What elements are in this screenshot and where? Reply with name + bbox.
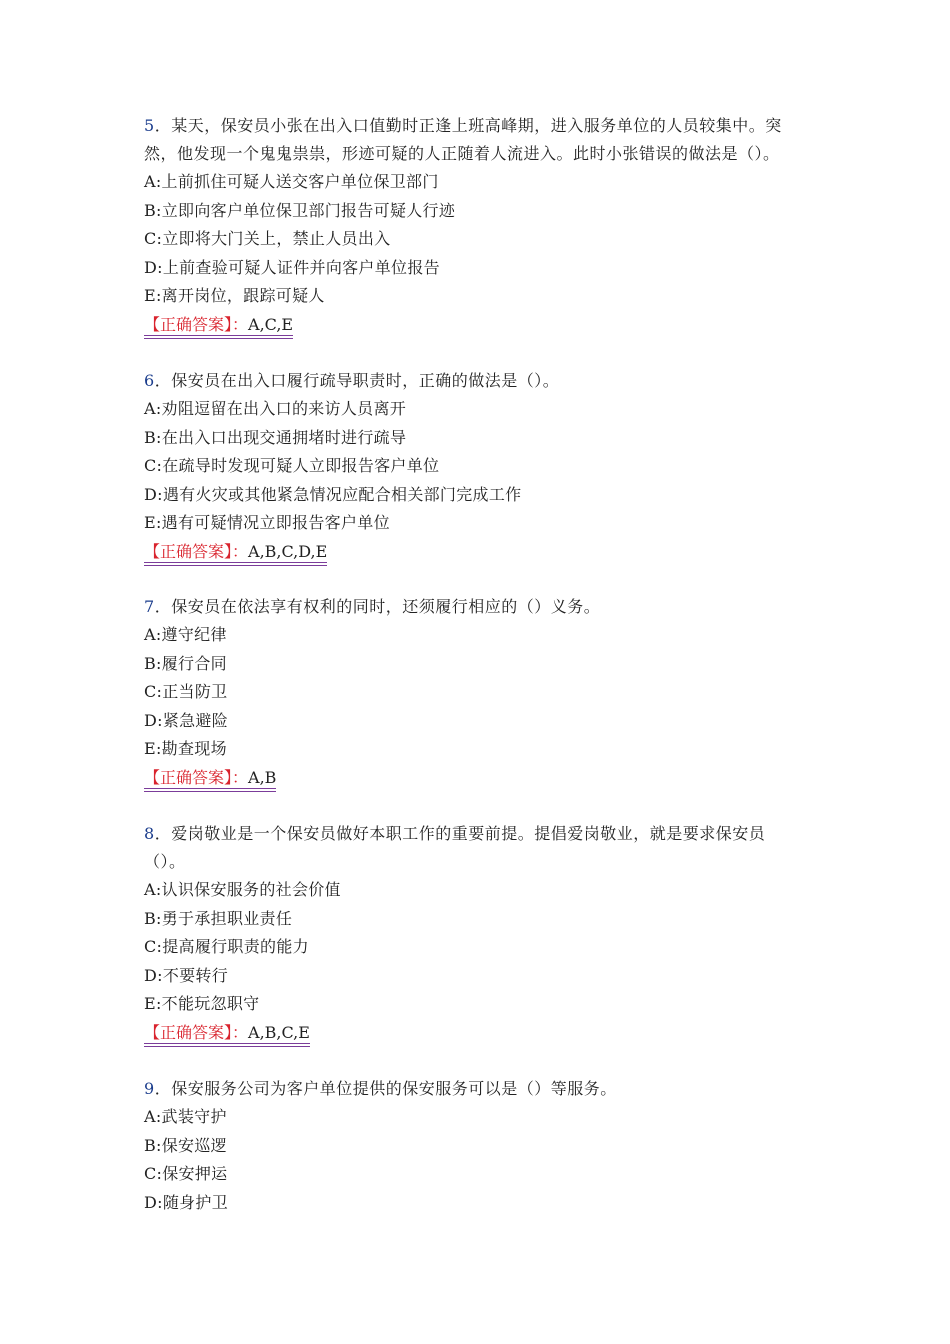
- correct-answer: [144, 538, 327, 566]
- answer-label: 【正确答案】：: [144, 541, 249, 561]
- correct-answer: [144, 311, 293, 339]
- correct-answer: [144, 1019, 310, 1047]
- question-number: 5: [144, 116, 155, 135]
- answer-values: A,B,C,E: [248, 1022, 310, 1042]
- option-a: A:劝阻逗留在出入口的来访人员离开: [144, 399, 407, 418]
- option-d: D:随身护卫: [144, 1192, 229, 1212]
- question-line-1: ．保安员在依法享有权利的同时，还须履行相应的（）义务。: [154, 597, 601, 616]
- option-b: B:立即向客户单位保卫部门报告可疑人行迹: [144, 200, 456, 220]
- option-e: E:不能玩忽职守: [144, 994, 260, 1013]
- question-9: [144, 1075, 814, 1217]
- option-c: C:立即将大门关上，禁止人员出入: [144, 229, 391, 248]
- question-6: [144, 367, 814, 566]
- question-5: [144, 112, 814, 339]
- option-e: E:遇有可疑情况立即报告客户单位: [144, 513, 390, 532]
- option-b: B:勇于承担职业责任: [144, 908, 293, 928]
- question-line-1: ．爱岗敬业是一个保安员做好本职工作的重要前提。提倡爱岗敬业，就是要求保安员: [154, 824, 766, 843]
- option-d: D:遇有火灾或其他紧急情况应配合相关部门完成工作: [144, 484, 522, 504]
- option-a: A:武装守护: [144, 1107, 227, 1126]
- question-7: [144, 593, 814, 792]
- question-8: [144, 820, 814, 1047]
- question-line-1: ．某天，保安员小张在出入口值勤时正逢上班高峰期，进入服务单位的人员较集中。突: [154, 116, 782, 135]
- option-d: D:上前查验可疑人证件并向客户单位报告: [144, 257, 440, 277]
- option-c: C:保安押运: [144, 1164, 228, 1183]
- question-text: [144, 593, 814, 621]
- answer-values: A,C,E: [248, 314, 294, 334]
- answer-values: A,B: [248, 767, 277, 787]
- option-b: B:履行合同: [144, 653, 227, 673]
- question-number: 8: [144, 824, 155, 843]
- option-d: D:紧急避险: [144, 710, 229, 730]
- answer-underline: [144, 788, 276, 792]
- answer-label: 【正确答案】：: [144, 314, 249, 334]
- option-a: A:上前抓住可疑人送交客户单位保卫部门: [144, 172, 439, 191]
- option-e: E:离开岗位，跟踪可疑人: [144, 286, 325, 305]
- option-c: C:在疏导时发现可疑人立即报告客户单位: [144, 456, 440, 475]
- option-c: C:正当防卫: [144, 682, 228, 701]
- question-number: 6: [144, 371, 155, 390]
- question-text: [144, 112, 814, 140]
- option-c: C:提高履行职责的能力: [144, 937, 309, 956]
- question-text: [144, 820, 814, 848]
- question-line-1: ．保安员在出入口履行疏导职责时，正确的做法是（）。: [154, 371, 560, 390]
- answer-underline: [144, 335, 293, 339]
- question-line-1: ．保安服务公司为客户单位提供的保安服务可以是（）等服务。: [154, 1079, 617, 1098]
- option-e: E:勘查现场: [144, 739, 227, 758]
- question-line-2: （）。: [144, 852, 186, 871]
- answer-underline: [144, 1043, 310, 1047]
- option-a: A:认识保安服务的社会价值: [144, 880, 341, 899]
- option-a: A:遵守纪律: [144, 625, 227, 644]
- question-text: [144, 367, 814, 395]
- question-number: 9: [144, 1079, 155, 1098]
- question-line-2: 然，他发现一个鬼鬼祟祟，形迹可疑的人正随着人流进入。此时小张错误的做法是（）。: [144, 144, 780, 163]
- answer-underline: [144, 562, 327, 566]
- answer-label: 【正确答案】：: [144, 1022, 249, 1042]
- option-b: B:保安巡逻: [144, 1135, 227, 1155]
- correct-answer: [144, 764, 276, 792]
- question-text: [144, 1075, 814, 1103]
- question-number: 7: [144, 597, 155, 616]
- option-b: B:在出入口出现交通拥堵时进行疏导: [144, 427, 407, 447]
- answer-values: A,B,C,D,E: [248, 541, 328, 561]
- answer-label: 【正确答案】：: [144, 767, 249, 787]
- option-d: D:不要转行: [144, 965, 229, 985]
